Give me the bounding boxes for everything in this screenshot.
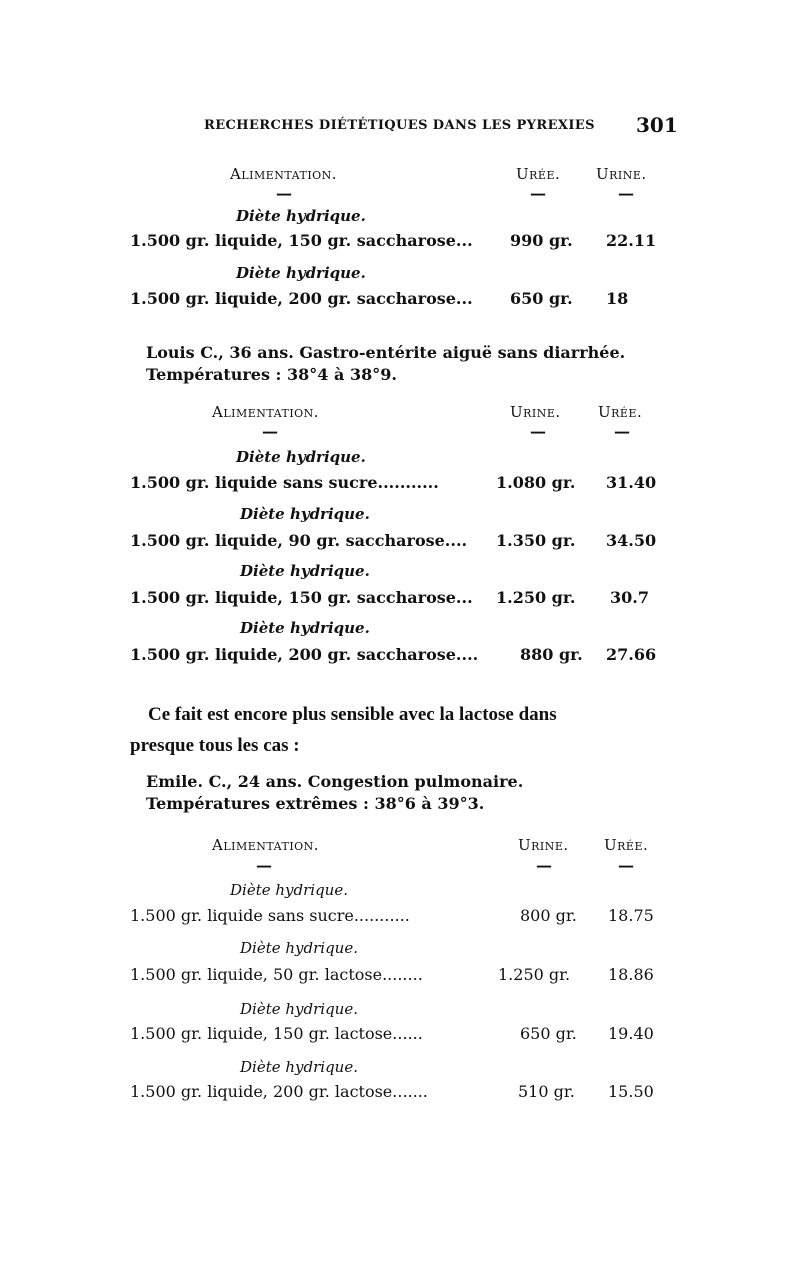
column-dash: — xyxy=(276,184,292,203)
patient-description: Louis C., 36 ans. Gastro-entérite aiguë sans diarrhée. xyxy=(146,343,626,362)
column-header-uree: Urée. xyxy=(516,165,561,183)
column-header-urine: Urine. xyxy=(596,165,647,183)
diet-label: Diète hydrique. xyxy=(240,939,358,957)
cell-uree: 34.50 xyxy=(606,531,657,550)
cell-urine: 1.080 gr. xyxy=(496,473,576,492)
column-dash: — xyxy=(536,856,552,875)
diet-label: Diète hydrique. xyxy=(240,1000,358,1018)
cell-uree: 15.50 xyxy=(608,1082,654,1101)
diet-label: Diète hydrique. xyxy=(240,562,370,580)
cell-urine: 1.250 gr. xyxy=(498,965,571,984)
diet-label: Diète hydrique. xyxy=(236,264,366,282)
cell-urine: 650 gr. xyxy=(520,1024,577,1043)
table-row-text: 1.500 gr. liquide, 200 gr. saccharose... xyxy=(130,289,473,308)
column-dash: — xyxy=(618,856,634,875)
paragraph-line: presque tous les cas : xyxy=(130,735,300,756)
diet-label: Diète hydrique. xyxy=(240,1058,358,1076)
column-header-uree: Urée. xyxy=(598,403,643,421)
table-row-text: 1.500 gr. liquide, 150 gr. saccharose... xyxy=(130,588,473,607)
column-dash: — xyxy=(614,422,630,441)
cell-urine: 1.250 gr. xyxy=(496,588,576,607)
cell-urine: 18 xyxy=(606,289,629,308)
table-row-text: 1.500 gr. liquide, 200 gr. saccharose.... xyxy=(130,645,479,664)
patient-temperatures: Températures : 38°4 à 38°9. xyxy=(146,365,397,384)
cell-urine: 880 gr. xyxy=(520,645,583,664)
table-row-text: 1.500 gr. liquide, 90 gr. saccharose.... xyxy=(130,531,468,550)
column-dash: — xyxy=(262,422,278,441)
cell-uree: 650 gr. xyxy=(510,289,573,308)
cell-uree: 990 gr. xyxy=(510,231,573,250)
diet-label: Diète hydrique. xyxy=(240,505,370,523)
diet-label: Diète hydrique. xyxy=(240,619,370,637)
table-row-text: 1.500 gr. liquide, 150 gr. lactose...... xyxy=(130,1024,423,1043)
cell-urine: 800 gr. xyxy=(520,906,577,925)
table-row-text: 1.500 gr. liquide, 150 gr. saccharose... xyxy=(130,231,473,250)
diet-label: Diète hydrique. xyxy=(230,881,348,899)
paragraph-line: Ce fait est encore plus sensible avec la lactose dans xyxy=(148,704,557,725)
diet-label: Diète hydrique. xyxy=(236,207,366,225)
page-number: 301 xyxy=(636,113,678,137)
column-header-urine: Urine. xyxy=(510,403,561,421)
cell-uree: 27.66 xyxy=(606,645,657,664)
table-row-text: 1.500 gr. liquide, 50 gr. lactose........ xyxy=(130,965,423,984)
cell-uree: 31.40 xyxy=(606,473,657,492)
patient-description: Emile. C., 24 ans. Congestion pulmonaire. xyxy=(146,772,524,791)
column-header-alimentation: Alimentation. xyxy=(230,165,338,183)
column-dash: — xyxy=(530,184,546,203)
cell-uree: 30.7 xyxy=(610,588,649,607)
column-dash: — xyxy=(618,184,634,203)
cell-uree: 19.40 xyxy=(608,1024,654,1043)
diet-label: Diète hydrique. xyxy=(236,448,366,466)
cell-uree: 18.75 xyxy=(608,906,654,925)
cell-uree: 18.86 xyxy=(608,965,654,984)
column-header-alimentation: Alimentation. xyxy=(212,403,320,421)
column-header-uree: Urée. xyxy=(604,836,649,854)
table-row-text: 1.500 gr. liquide sans sucre........... xyxy=(130,906,410,925)
running-head: RECHERCHES DIÉTÉTIQUES DANS LES PYREXIES xyxy=(204,118,595,133)
cell-urine: 22.11 xyxy=(606,231,657,250)
column-header-alimentation: Alimentation. xyxy=(212,836,320,854)
table-row-text: 1.500 gr. liquide, 200 gr. lactose....... xyxy=(130,1082,428,1101)
cell-urine: 510 gr. xyxy=(518,1082,575,1101)
cell-urine: 1.350 gr. xyxy=(496,531,576,550)
patient-temperatures: Températures extrêmes : 38°6 à 39°3. xyxy=(146,794,485,813)
table-row-text: 1.500 gr. liquide sans sucre........... xyxy=(130,473,439,492)
column-header-urine: Urine. xyxy=(518,836,569,854)
column-dash: — xyxy=(256,856,272,875)
column-dash: — xyxy=(530,422,546,441)
